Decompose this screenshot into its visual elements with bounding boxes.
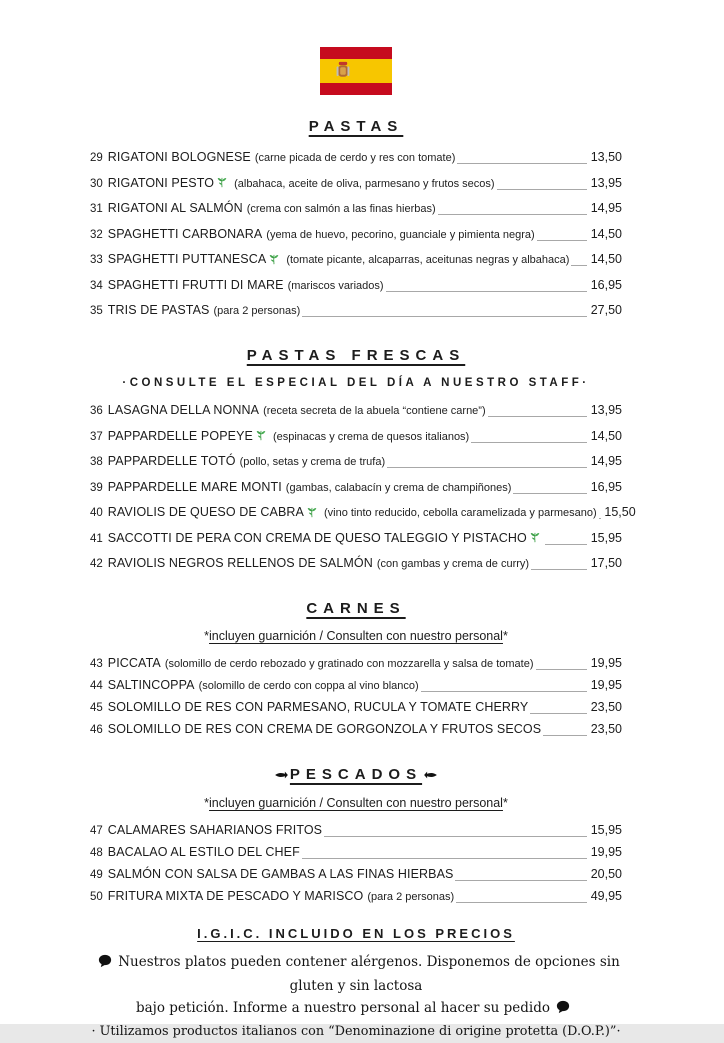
tax-included-title [90, 925, 622, 942]
item-number: 29 [90, 152, 103, 164]
spain-coat-of-arms-icon [336, 60, 350, 80]
menu-item-row [90, 888, 622, 906]
menu-item-row [90, 655, 622, 673]
price-leader-line [302, 313, 587, 317]
menu-item-row [90, 866, 622, 884]
item-name: RAVIOLIS NEGROS RELLENOS DE SALMÓN [107, 556, 373, 570]
item-number: 42 [90, 558, 103, 570]
menu-item-row [90, 479, 622, 497]
item-price: 16,95 [590, 277, 622, 292]
price-leader-line [471, 439, 587, 443]
section-title-text: PASTAS [308, 118, 404, 135]
item-price: 13,95 [590, 175, 622, 190]
item-description: (con gambas y crema de curry) [376, 558, 530, 570]
item-description: (espinacas y crema de quesos italianos) [272, 430, 470, 443]
menu-item-row [90, 699, 622, 717]
allergen-line2: bajo petición. Informe a nuestro personal al hacer su pedido [135, 1000, 551, 1016]
price-leader-line [513, 490, 587, 494]
vegetarian-leaf-icon [529, 530, 541, 547]
menu-section-pastas-frescas [90, 347, 636, 573]
item-number: 43 [90, 658, 103, 670]
subtitle-suffix: * [502, 629, 508, 643]
item-price: 13,95 [590, 403, 622, 417]
item-description: (tomate picante, alcaparras, aceitunas negras y albahaca) [286, 254, 570, 266]
item-name: PAPPARDELLE POPEYE [107, 428, 253, 443]
tax-included-text: I.G.I.C. INCLUIDO EN LOS PRECIOS [197, 926, 515, 941]
menu-item-row [90, 822, 622, 840]
item-description: (gambas, calabacín y crema de champiñones) [285, 481, 512, 494]
price-leader-line [387, 464, 587, 468]
item-price: 15,50 [604, 505, 636, 519]
item-number: 44 [90, 680, 103, 692]
vegetarian-leaf-icon [268, 252, 280, 269]
menu-footer [90, 925, 622, 1043]
item-description: (para 2 personas) [213, 305, 301, 317]
item-description: (solomillo de cerdo rebozado y gratinado con mozzarella y salsa de tomate) [164, 658, 534, 670]
item-price: 19,95 [590, 678, 622, 692]
menu-item-row [90, 721, 622, 739]
item-number: 32 [90, 228, 103, 241]
item-name: SOLOMILLO DE RES CON PARMESANO, RUCULA Y TOMATE CHERRY [107, 700, 529, 714]
price-leader-line [537, 237, 587, 241]
menu-item-row [90, 277, 622, 295]
menu-item-row [90, 504, 636, 522]
item-name: SOLOMILLO DE RES CON CREMA DE GORGONZOLA Y FRUTOS SECOS [107, 722, 542, 736]
item-name: RAVIOLIS DE QUESO DE CABRA [107, 505, 304, 519]
item-number: 50 [90, 891, 103, 903]
item-number: 36 [90, 405, 103, 417]
item-description: (albahaca, aceite de oliva, parmesano y frutos secos) [234, 177, 495, 190]
subtitle-text: incluyen guarnición / Consulten con nuestro personal [209, 629, 503, 643]
item-number: 40 [90, 507, 103, 519]
menu-item-row [90, 677, 622, 695]
allergen-line1: Nuestros platos pueden contener alérgenos. Disponemos de opciones sin gluten y sin lactosa [118, 954, 620, 994]
section-subtitle [90, 628, 622, 645]
item-description: (pollo, setas y crema de trufa) [239, 456, 386, 468]
dop-note: · Utilizamos productos italianos con “Denominazione di origine protetta (D.O.P.)”· [91, 1024, 621, 1039]
item-name: SPAGHETTI PUTTANESCA [107, 252, 267, 266]
item-name: SALMÓN CON SALSA DE GAMBAS A LAS FINAS HIERBAS [107, 867, 454, 881]
item-number: 33 [90, 254, 103, 266]
spain-flag-icon [320, 47, 392, 95]
item-price: 14,50 [590, 428, 622, 443]
price-leader-line [536, 666, 587, 670]
item-name: RIGATONI PESTO [107, 175, 215, 190]
subtitle-suffix: * [502, 796, 508, 810]
item-price: 20,50 [590, 867, 622, 881]
price-leader-line [530, 710, 587, 714]
item-price: 14,50 [590, 252, 622, 266]
item-price: 27,50 [590, 303, 622, 317]
price-leader-line [545, 541, 587, 545]
price-leader-line [455, 877, 587, 881]
item-price: 19,95 [590, 656, 622, 670]
section-subtitle [90, 795, 622, 812]
menu-section-carnes [90, 600, 622, 739]
item-price: 14,50 [590, 226, 622, 241]
item-description: (yema de huevo, pecorino, guanciale y pimienta negra) [266, 228, 535, 241]
item-price: 19,95 [590, 845, 622, 859]
price-leader-line [456, 899, 587, 903]
menu-item-row [90, 555, 622, 573]
section-items [90, 149, 622, 320]
item-number: 47 [90, 825, 103, 837]
menu-sections [90, 118, 636, 906]
allergen-note [90, 951, 622, 1021]
menu-item-row [90, 844, 622, 862]
item-description: (para 2 personas) [367, 891, 455, 903]
section-title-text: PASTAS FRESCAS [246, 347, 466, 364]
item-number: 41 [90, 532, 103, 545]
item-name: LASAGNA DELLA NONNA [107, 403, 260, 417]
price-leader-line [386, 288, 587, 292]
item-name: RIGATONI AL SALMÓN [107, 201, 243, 215]
price-leader-line [543, 732, 587, 736]
item-number: 48 [90, 847, 103, 859]
item-number: 46 [90, 724, 103, 736]
item-name: PAPPARDELLE TOTÓ [107, 454, 236, 468]
section-title-text: PESCADOS [289, 766, 423, 783]
item-name: SPAGHETTI CARBONARA [107, 226, 263, 241]
item-name: FRITURA MIXTA DE PESCADO Y MARISCO [107, 889, 364, 903]
item-name: SACCOTTI DE PERA CON CREMA DE QUESO TALEGGIO Y PISTACHO [107, 530, 527, 545]
item-price: 14,95 [590, 454, 622, 468]
speech-bubble-icon [98, 953, 112, 975]
item-description: (solomillo de cerdo con coppa al vino blanco) [198, 680, 419, 692]
item-number: 30 [90, 177, 103, 190]
item-price: 15,95 [590, 823, 622, 837]
item-price: 15,95 [590, 530, 622, 545]
item-price: 17,50 [590, 556, 622, 570]
section-subtitle [90, 375, 622, 392]
price-leader-line [497, 186, 587, 190]
item-name: PICCATA [107, 656, 161, 670]
item-description: (crema con salmón a las finas hierbas) [246, 203, 436, 215]
item-number: 35 [90, 305, 103, 317]
item-number: 34 [90, 279, 103, 292]
vegetarian-leaf-icon [306, 505, 318, 522]
menu-item-row [90, 251, 622, 269]
item-name: SPAGHETTI FRUTTI DI MARE [107, 277, 284, 292]
item-price: 14,95 [590, 201, 622, 215]
price-leader-line [438, 211, 587, 215]
menu-item-row [90, 226, 622, 244]
item-number: 45 [90, 702, 103, 714]
item-description: (carne picada de cerdo y res con tomate) [254, 152, 456, 164]
item-name: CALAMARES SAHARIANOS FRITOS [107, 823, 323, 837]
item-number: 37 [90, 430, 103, 443]
price-leader-line [571, 262, 587, 266]
menu-item-row [90, 530, 622, 548]
section-title [90, 118, 622, 136]
price-leader-line [457, 160, 587, 164]
subtitle-prefix: * [204, 629, 210, 643]
price-leader-line [531, 566, 587, 570]
price-leader-line [324, 833, 587, 837]
section-title [90, 347, 622, 365]
item-price: 23,50 [590, 700, 622, 714]
menu-section-pescados [90, 766, 622, 906]
item-name: PAPPARDELLE MARE MONTI [107, 479, 282, 494]
price-leader-line [488, 413, 587, 417]
menu-item-row [90, 402, 622, 420]
item-number: 39 [90, 481, 103, 494]
item-price: 23,50 [590, 722, 622, 736]
menu-item-row [90, 453, 622, 471]
menu-item-row [90, 175, 622, 193]
menu-item-row [90, 428, 622, 446]
vegetarian-leaf-icon [255, 428, 267, 445]
section-items [90, 402, 636, 573]
item-number: 31 [90, 203, 103, 215]
speech-bubble-icon [556, 999, 570, 1021]
item-description: (vino tinto reducido, cebolla caramelizada y parmesano) [323, 507, 597, 519]
section-title-text: CARNES [306, 600, 406, 617]
subtitle-text: incluyen guarnición / Consulten con nuestro personal [209, 796, 503, 810]
item-price: 49,95 [590, 889, 622, 903]
subtitle-prefix: * [204, 796, 210, 810]
item-price: 16,95 [590, 479, 622, 494]
section-items [90, 655, 622, 739]
menu-item-row [90, 302, 622, 320]
section-items [90, 822, 622, 906]
item-price: 13,50 [590, 150, 622, 164]
item-name: TRIS DE PASTAS [107, 303, 210, 317]
subtitle-text: ·CONSULTE EL ESPECIAL DEL DÍA A NUESTRO STAFF· [122, 377, 590, 389]
vegetarian-leaf-icon [216, 175, 228, 192]
item-description: (receta secreta de la abuela “contiene carne”) [263, 405, 486, 417]
fish-icon [274, 767, 289, 785]
menu-item-row [90, 200, 622, 218]
price-leader-line [421, 688, 587, 692]
fish-icon [423, 767, 438, 785]
item-number: 38 [90, 456, 103, 468]
section-title [90, 600, 622, 618]
price-leader-line [599, 515, 601, 519]
item-number: 49 [90, 869, 103, 881]
item-name: RIGATONI BOLOGNESE [107, 150, 251, 164]
flag-container [90, 47, 622, 100]
menu-item-row [90, 149, 622, 167]
item-description: (mariscos variados) [287, 279, 384, 292]
price-leader-line [302, 855, 587, 859]
item-name: BACALAO AL ESTILO DEL CHEF [107, 845, 300, 859]
item-name: SALTINCOPPA [107, 678, 195, 692]
section-title [90, 766, 622, 785]
menu-section-pastas [90, 118, 622, 320]
